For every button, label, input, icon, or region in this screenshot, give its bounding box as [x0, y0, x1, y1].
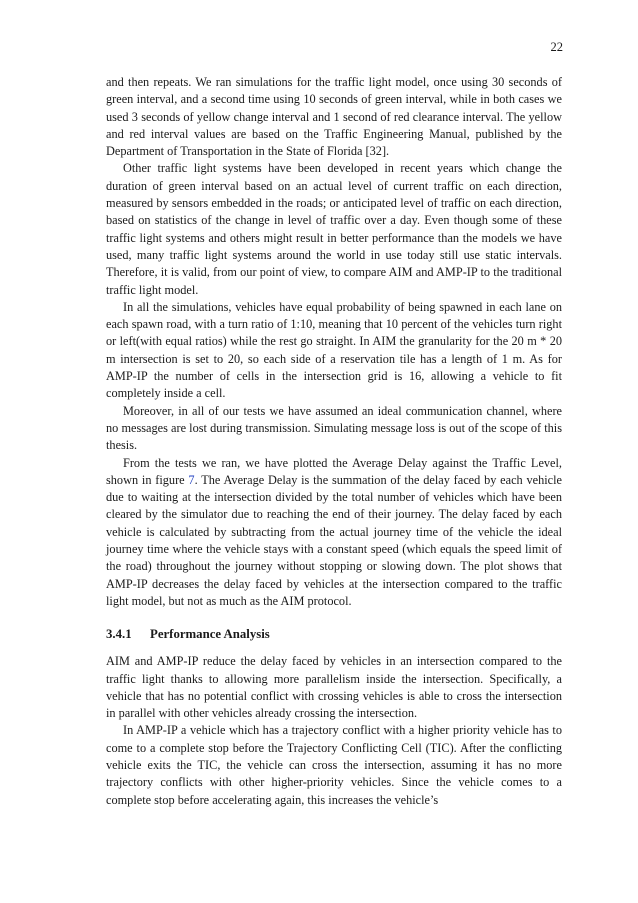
paragraph-simulation-setup: In all the simulations, vehicles have equal probability of being spawned in each lane on each spawn road, with a turn ratio of 1:10, meaning that 10 percent of the vehicles turn right or left(with equal ratios) while the rest go straight. In AIM the granularity for the 20 m * 20 m intersection is set to 20, so each side of a reservation tile has a length of 1 m. As for AMP-IP the number of cells in the intersection grid is 16, allowing a vehicle to fit completely inside a cell.	[106, 299, 562, 401]
section-number: 3.4.1	[106, 627, 132, 642]
paragraph-simulation-intervals: and then repeats. We ran simulations for the traffic light model, once using 30 seconds of green interval, and a second time using 10 seconds of green interval, while in both cases we used 3 seconds of yellow change interval and 1 second of red clearance interval. The yellow and red interval values are based on the Traffic Engineering Manual, published by the Department of Transportation in the State of Florida [32].	[106, 75, 562, 159]
page-body	[106, 74, 562, 809]
paragraph-parallelism: AIM and AMP-IP reduce the delay faced by vehicles in an intersection compared to the traffic light thanks to allowing more parallelism inside the intersection. Specifically, a vehicle that has no potential conflict with crossing vehicles is able to cross the intersection in parallel with other vehicles already crossing the intersection.	[106, 654, 562, 721]
paragraph-other-traffic-lights: Other traffic light systems have been developed in recent years which change the duration of green interval based on an actual level of current traffic on each direction, measured by sensors embedded in the roads; or anticipated level of traffic on each direction, based on statistics of the change in level of traffic over a day. Even though some of these traffic light systems and others might result in better performance than the models we have used, many traffic light systems around the world in use today still use static intervals. Therefore, it is valid, from our point of view, to compare AIM and AMP-IP to the traditional traffic light model.	[106, 161, 562, 297]
figure-reference-link[interactable]: 7	[188, 472, 195, 487]
page-number: 22	[550, 40, 563, 54]
paragraph-average-delay	[106, 455, 562, 611]
average-delay-text-end: . The Average Delay is the summation of the delay faced by each vehicle due to waiting at the intersection divided by the total number of vehicles which have been cleared by the simulator due to reaching the end of their journey. The delay faced by each vehicle is calculated by subtracting from the actual journey time of the vehicle the ideal journey time where the vehicle stays with a constant speed (which equals the speed limit of the road) throughout the journey without stopping or slowing down. The plot shows that AMP-IP decreases the delay faced by vehicles at the intersection compared to the traffic light model, but not as much as the AIM protocol.	[106, 472, 562, 608]
paragraph-communication-channel: Moreover, in all of our tests we have assumed an ideal communication channel, where no messages are lost during transmission. Simulating message loss is out of the scope of this thesis.	[106, 403, 562, 453]
section-title: Performance Analysis	[150, 627, 270, 642]
section-heading	[106, 626, 562, 643]
paragraph-trajectory-conflict: In AMP-IP a vehicle which has a trajectory conflict with a higher priority vehicle has to come to a complete stop before the Trajectory Conflicting Cell (TIC). After the conflicting vehicle exits the TIC, the vehicle can cross the intersection, assuming it has no more trajectory conflicts with other higher-priority vehicles. Since the vehicle comes to a complete stop before accelerating again, this increases the vehicle’s	[106, 723, 562, 807]
average-delay-text-start: From the tests we ran, we have plotted the Average Delay against the Traffic Level, shown in figure	[106, 455, 562, 487]
